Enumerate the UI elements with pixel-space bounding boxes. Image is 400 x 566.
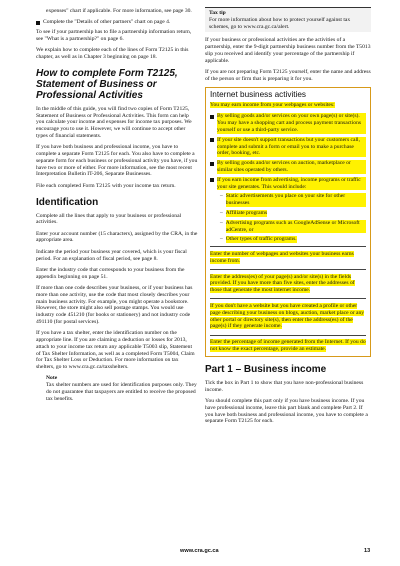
bullet-text: By selling goods and/or services on your own page(s) or site(s). You may have a shopping cart and process payment transactions yourself or use a third-party service.: [217, 113, 366, 133]
paragraph: Enter the industry code that corresponds to your business from the appendix beginning on page 51.: [36, 266, 185, 280]
right-column: [205, 4, 371, 430]
bullet-square-icon: [210, 138, 214, 142]
dash-text: Static advertisements you place on your site for other businesses: [226, 193, 366, 207]
highlighted-text: Enter the address(es) of your page(s) and/or site(s) in the fields provided. If you have more than five sites, enter the addresses of those that generate the most internet income.: [210, 273, 355, 294]
paragraph: If you have both business and professional income, you have to complete a separate Form T2125 for each. You also have to complete a separate form for each business or professional activity you have, if you have two or more of either. For more information, see the most recent Interpretation Bulletin IT-206, Separate Businesses.: [36, 144, 198, 178]
section-heading-how-to-complete: How to complete Form T2125, Statement of Business or Professional Activities: [36, 67, 178, 101]
paragraph: To see if your partnership has to file a partnership information return, see "What is a partnership?" on page 6.: [36, 29, 192, 42]
paragraph: Complete all the lines that apply to your business or professional activities.: [36, 212, 182, 226]
highlighted-text: Enter the number of webpages and websites your business earns income from.: [210, 250, 354, 264]
dash-text: Advertising programs such as GoogleAdSense or Microsoft adCentre, or: [226, 220, 366, 234]
paragraph: In the middle of this guide, you will find two copies of Form T2125, Statement of Business or Professional Activities. This form can help you calculate your income and expenses for income tax purposes. We encourage you to use it. However, we will continue to accept other types of financial statements.: [36, 105, 192, 139]
paragraph: You should complete this part only if you have business income. If you have professional income, leave this part blank and complete Part 2. If you have both business and professional income, you have to complete a separate Form T2125 for each.: [205, 397, 368, 425]
dash-text: Other types of traffic programs.: [225, 236, 297, 243]
note-label: Note: [46, 375, 58, 382]
tax-tip-label: Tax tip: [209, 10, 226, 16]
section-heading-identification: Identification: [36, 196, 99, 208]
tax-tip-box: [205, 7, 371, 32]
highlighted-text: You may earn income from your webpages or websites:: [210, 102, 335, 109]
paragraph: Enter your account number (15 characters), assigned by the CRA, in the appropriate area.: [36, 230, 198, 244]
bullet-text: If your site doesn't support transactions but your customers call, complete and submit a form or email you to make a purchase order, booking, etc.: [217, 137, 366, 157]
bullet-item: [36, 19, 198, 26]
internet-business-box: [205, 87, 371, 357]
dash-item: [220, 193, 366, 207]
footer-url: www.cra.gc.ca: [180, 548, 219, 554]
paragraph: If you are not preparing Form T2125 yourself, enter the name and address of the person or firm that is preparing it for you.: [205, 69, 371, 82]
dash-item: [220, 236, 366, 243]
dash-item: [220, 210, 366, 217]
paragraph: If your business or professional activities are the activities of a partnership, enter the 9-digit partnership business number from the T5013 slip you received and identify your percentage of the partnership if applicable.: [205, 37, 371, 64]
paragraph: Indicate the period your business year covered, which is your fiscal period. For an explanation of fiscal period, see page 8.: [36, 248, 187, 262]
bullet-item: [210, 137, 366, 157]
paragraph: We explain how to complete each of the lines of Form T2125 in this chapter, as well as in Chapter 3 beginning on page 18.: [36, 47, 189, 60]
paragraph: If you have a tax shelter, enter the identification number on the appropriate line. If you are claiming a deduction or losses for 2013, attach to your income tax return any applicable T5003 slip, Statement of Tax Shelter Information, as well as a completed Form T5004, Claim for Tax Shelter Loss or Deduction. For more information on tax shelters, go to www.cra.gc.ca/taxshelters.: [36, 330, 195, 371]
section-heading-part-1: Part 1 – Business income: [205, 363, 327, 375]
paragraph: If more than one code describes your business, or if your business has more than one activity, use the code that most closely describes your main business activity. For example, you might operate a bookstore. However, the store might also sell postage stamps. You would use industry code 451210 (for books or stationery) and not industry code 491110 (for postal services).: [36, 284, 193, 325]
bullet-square-icon: [210, 178, 214, 182]
tax-tip-text: For more information about how to protect yourself against tax schemes, go to www.cra.gc.ca/alert.: [209, 16, 351, 30]
dash-icon: –: [220, 236, 223, 243]
paragraph: expenses" chart if applicable. For more information, see page 30.: [46, 8, 192, 14]
dash-text: Affiliate programs: [225, 210, 268, 217]
bullet-square-icon: [210, 162, 214, 166]
note-box: [46, 375, 198, 402]
dash-icon: –: [220, 210, 223, 217]
dash-icon: –: [220, 193, 223, 200]
bullet-item: [210, 177, 366, 191]
dash-item: [220, 220, 366, 234]
divider: [210, 246, 366, 247]
page-number: 13: [364, 548, 371, 554]
divider: [210, 335, 366, 336]
bullet-item: [210, 113, 366, 133]
highlighted-text: If you don't have a website but you have created a profile or other page describing your business on blogs, auction, market place or any other portal or directory site(s), then enter the address(es) of the page(s) if they generate income.: [210, 302, 365, 330]
note-text: Tax shelter numbers are used for identification purposes only. They do not guarantee that taxpayers are entitled to receive the proposed tax benefits.: [46, 382, 197, 402]
paragraph: Tick the box in Part 1 to show that you have non-professional business income.: [205, 379, 364, 393]
bullet-square-icon: [210, 115, 214, 119]
internet-business-title: Internet business activities: [210, 90, 307, 100]
divider: [210, 269, 366, 270]
bullet-text: Complete the "Details of other partners" chart on page 4.: [43, 19, 171, 26]
bullet-square-icon: [36, 21, 40, 25]
dash-icon: –: [220, 219, 223, 226]
bullet-text: By selling goods and/or services on auction, marketplace or similar sites operated by others.: [217, 160, 366, 174]
divider: [210, 298, 366, 299]
paragraph: File each completed Form T2125 with your income tax return.: [36, 182, 176, 189]
bullet-item: [210, 160, 366, 174]
highlighted-text: Enter the percentage of income generated from the Internet. If you do not know the exact percentage, provide an estimate.: [210, 339, 366, 353]
bullet-text: If you earn income from advertising, income programs or traffic your site generates. This would include:: [217, 177, 366, 191]
left-column: [36, 8, 198, 403]
